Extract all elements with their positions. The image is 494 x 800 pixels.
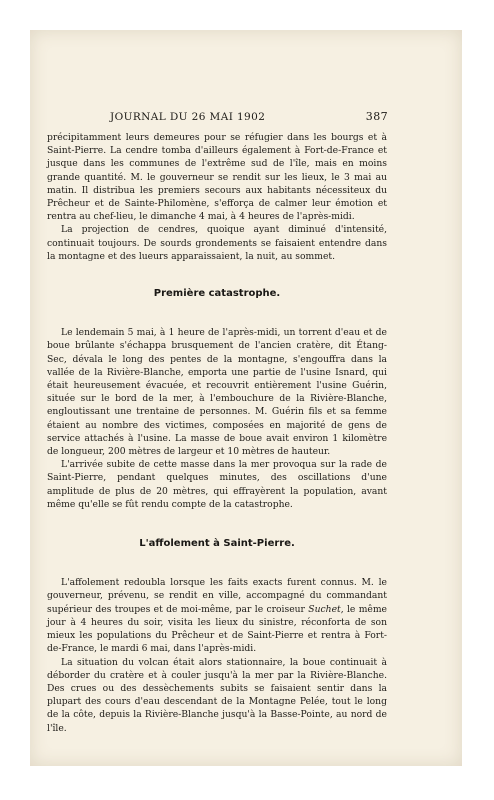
paragraph: précipitamment leurs demeures pour se réfugier dans les bourgs et à Saint-Pierre. La cendre tomba d'ailleurs également à Fort-de-France et jusque dans les communes de l'extrême sud de l'île, mais en moins grande quantité. M. le gouverneur se rendit sur les lieux, le 3 mai au matin. Il distribua les premiers secours aux habitants nécessiteux du Prêcheur et de Sainte-Philomène, s'efforça de calmer leur émotion et rentra au chef-lieu, le dimanche 4 mai, à 4 heures de l'après-midi.	[47, 132, 387, 223]
ship-name: Suchet	[308, 603, 341, 615]
paragraph	[47, 576, 387, 655]
section-heading-affolement: L'affolement à Saint-Pierre.	[139, 538, 295, 550]
section-heading-premiere-catastrophe: Première catastrophe.	[153, 288, 281, 300]
page-number: 387	[365, 110, 388, 123]
paragraph: Le lendemain 5 mai, à 1 heure de l'après-midi, un torrent d'eau et de boue brûlante s'échappa brusquement de l'ancien cratère, dit Étang-Sec, dévala le long des pentes de la montagne, s'engouffra dans la vallée de la Rivière-Blanche, emporta une partie de l'usine Isnard, qui était heureusement évacuée, et recouvrit entièrement l'usine Guérin, située sur le bord de la mer, à l'embouchure de la Rivière-Blanche, engloutissant une trentaine de personnes. M. Guérin fils et sa femme étaient au nombre des victimes, composées en majorité de gens de service attachés à l'usine. La masse de boue avait environ 1 kilomètre de longueur, 200 mètres de largeur et 10 mètres de hauteur.	[47, 327, 387, 458]
page-body	[47, 131, 387, 735]
running-header	[110, 110, 388, 123]
paragraph: La situation du volcan était alors stationnaire, la boue continuait à déborder du cratère et à couler jusqu'à la mer par la Rivière-Blanche. Des crues ou des dessèchements subits se faisaient sentir dans la plupart des cours d'eau descendant de la Montagne Pelée, tout le long de la côte, depuis la Rivière-Blanche jusqu'à la Basse-Pointe, au nord de l'île.	[47, 656, 387, 734]
paragraph-text: , le même jour à 4 heures du soir, visita les lieux du sinistre, réconforta de son mieux les populations du Prêcheur et de Saint-Pierre et rentra à Fort-de-France, le mardi 6 mai, dans l'après-midi.	[47, 603, 387, 655]
paragraph: La projection de cendres, quoique ayant diminué d'intensité, continuait toujours. De sourds grondements se faisaient entendre dans la montagne et des lueurs apparaissaient, la nuit, au sommet.	[47, 224, 387, 262]
running-title: JOURNAL DU 26 MAI 1902	[110, 111, 266, 123]
paragraph-text: L'affolement redoubla lorsque les faits exacts furent connus. M. le gouverneur, prévenu, se rendit en ville, accompagné du commandant supérieur des troupes et de moi-même, par le croiseur	[47, 577, 387, 615]
paragraph: L'arrivée subite de cette masse dans la mer provoqua sur la rade de Saint-Pierre, pendant quelques minutes, des oscillations d'une amplitude de plus de 20 mètres, qui effrayèrent la population, avant même qu'elle se fût rendu compte de la catastrophe.	[47, 459, 387, 510]
